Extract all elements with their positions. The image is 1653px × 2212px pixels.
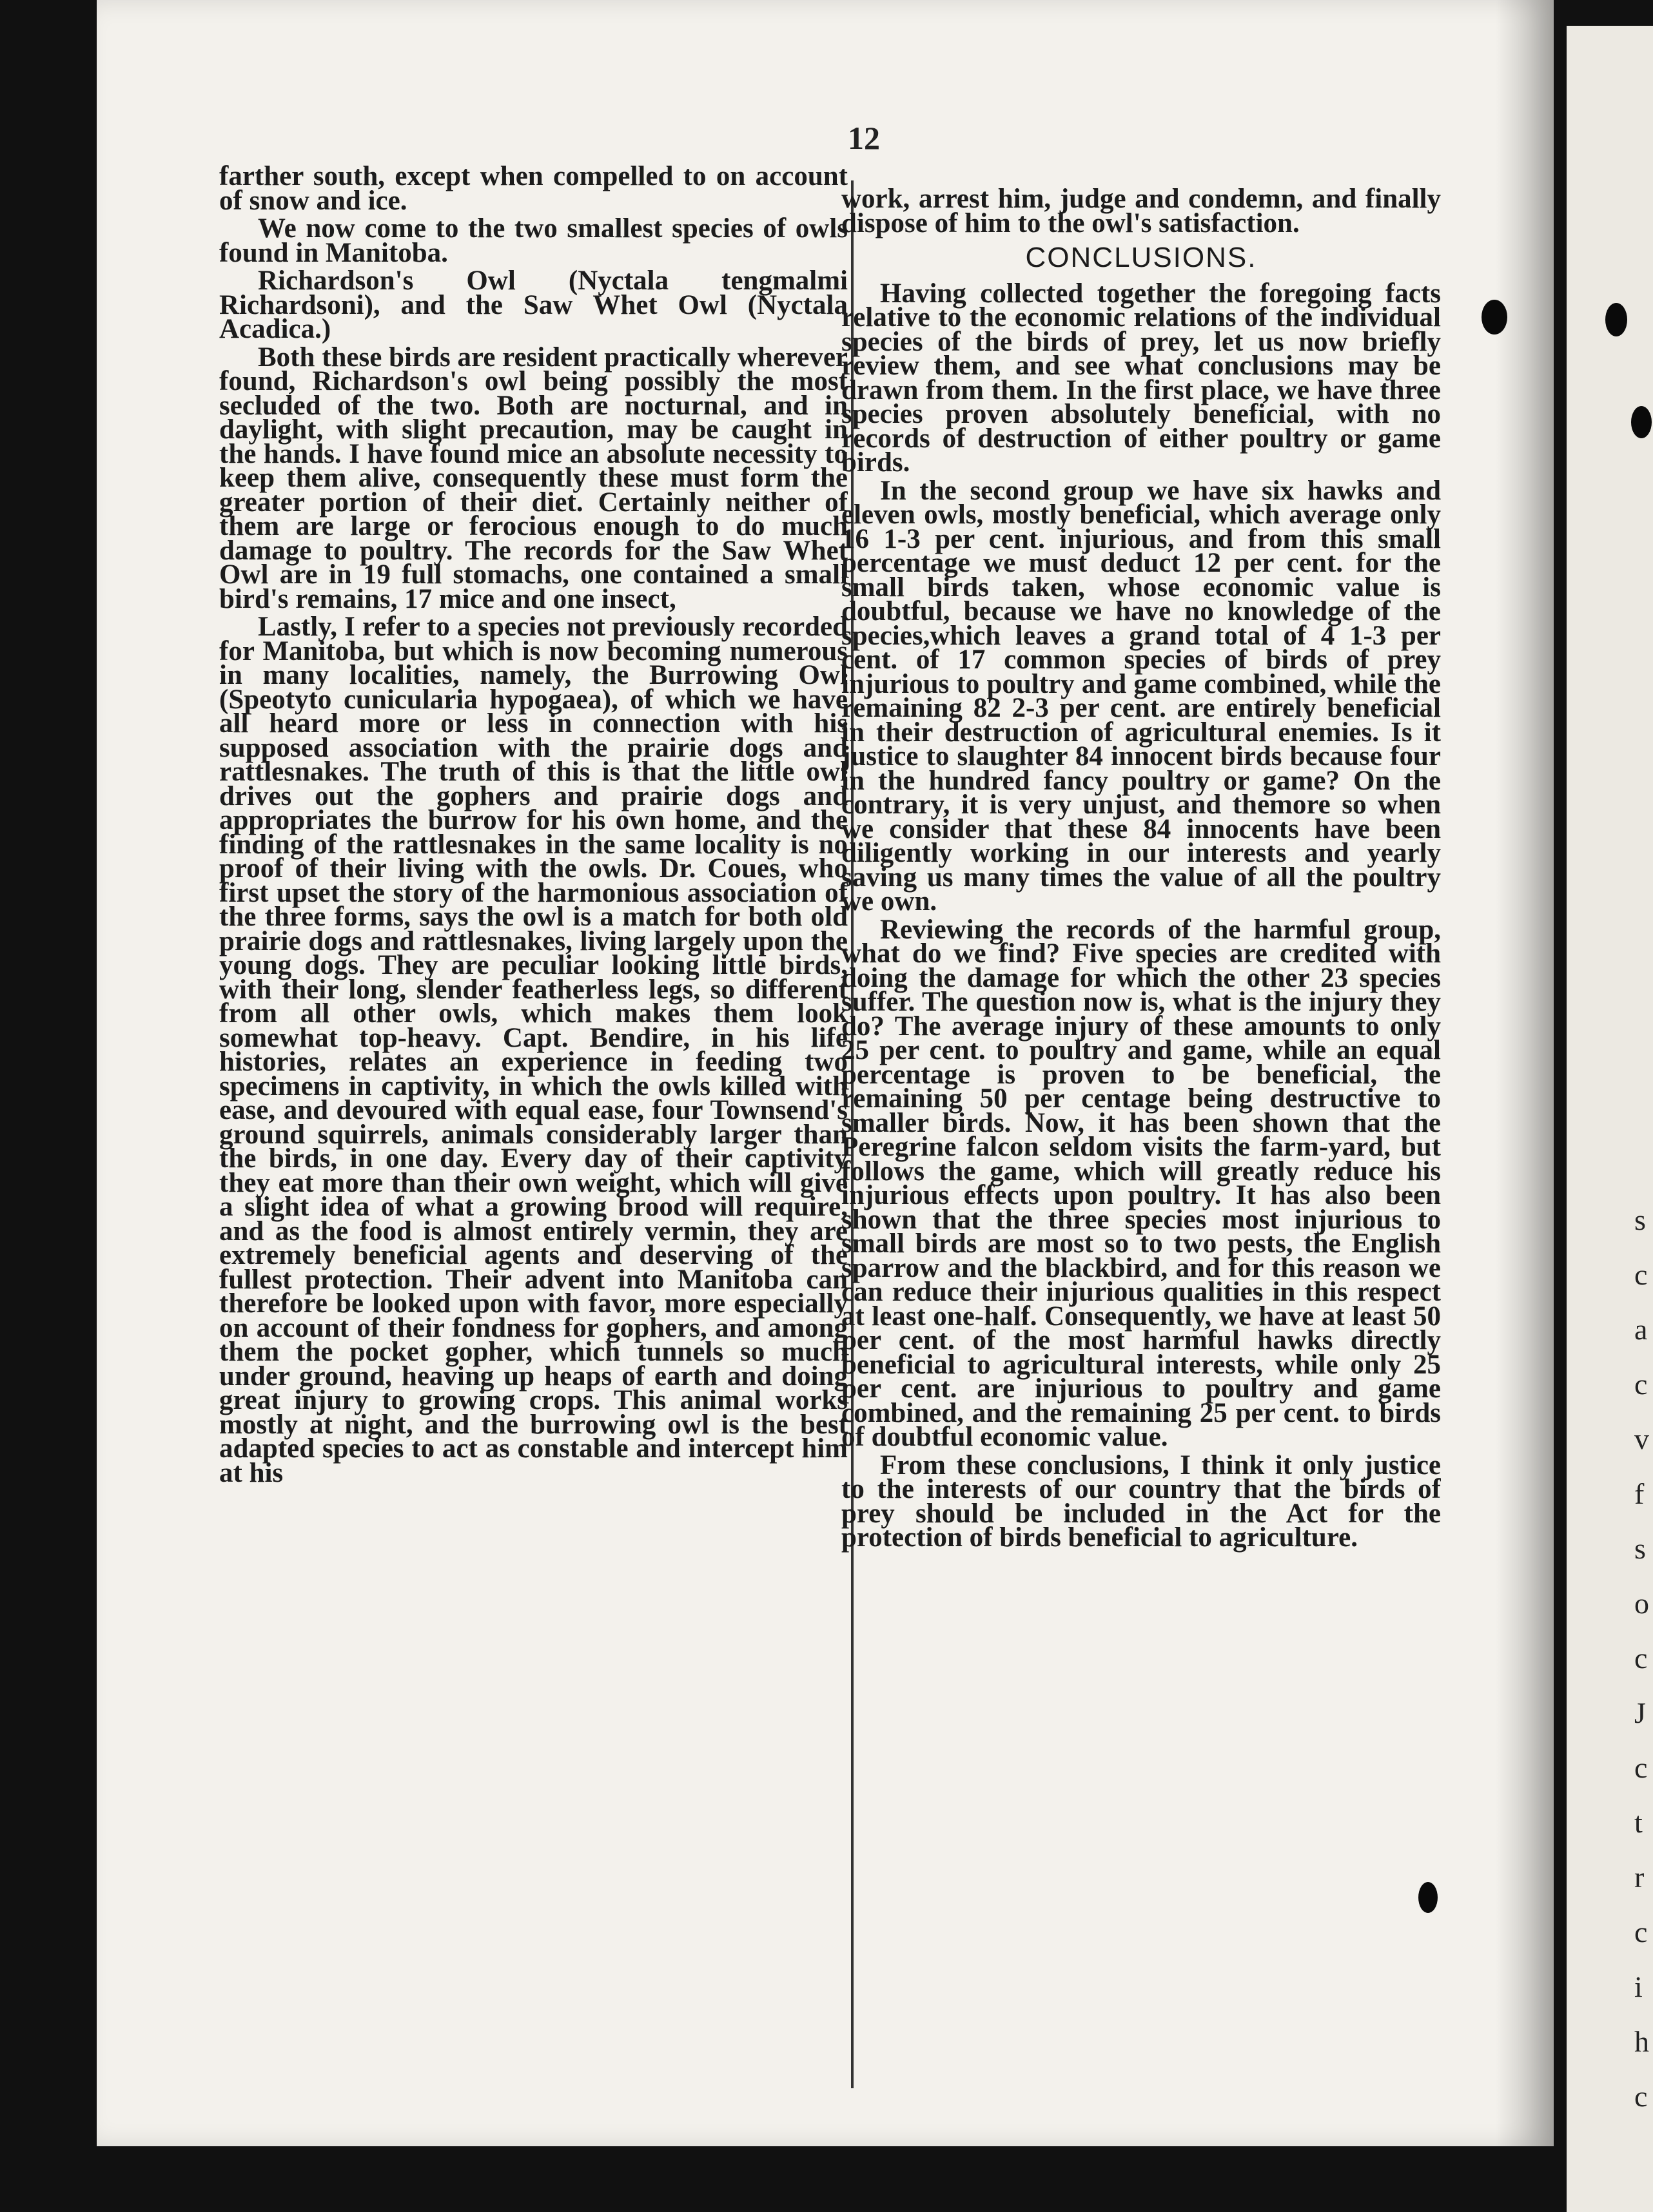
adjacent-letter: c (1634, 1258, 1648, 1291)
right-column (841, 187, 1441, 2108)
adjacent-letter: i (1634, 1970, 1643, 2003)
ink-blot (1631, 406, 1652, 438)
adjacent-letter: v (1634, 1422, 1649, 1455)
adjacent-letter: s (1634, 1203, 1646, 1236)
left-column (219, 164, 848, 2098)
section-heading: CONCLUSIONS. (1025, 242, 1257, 273)
adjacent-letter: J (1634, 1696, 1646, 1729)
adjacent-letter: r (1634, 1861, 1645, 1894)
paragraph: farther south, except when compelled to on account of snow and ice. (219, 164, 848, 216)
paragraph: Lastly, I refer to a species not previously recorded for Manitoba, but which is now becoming numerous in many localities, namely, the Burrowing Owl (Speotyto cunicularia hypogaea), of which we have all heard more or less in connection with his supposed association with the prairie dogs and rattlesnakes. The truth of this is that the little owl drives out the gophers and prairie dogs and appropriates the burrow for his own home, and the finding of the rattlesnakes in the same locality is no proof of their living with the owls. Dr. Coues, who first upset the story of the harmonious association of the three forms, says the owl is a match for both old prairie dogs and rattlesnakes, living largely upon the young dogs. They are peculiar looking little birds, with their long, slender featherless legs, so different from all other owls, which makes them look somewhat top-heavy. Capt. Bendire, in his life histories, relates an experience in feeding two specimens in captivity, in which the owls killed with ease, and devoured with equal ease, four Townsend's ground squirrels, animals considerably larger than the birds, in one day. Every day of their captivity they eat more than their own weight, which will give a slight idea of what a growing brood will require, and as the food is almost entirely vermin, they are extremely beneficial agents and deserving of the fullest protection. Their advent into Manitoba can therefore be looked upon with favor, more especially on account of their fondness for gophers, and among them the pocket gopher, which tunnels so much under ground, heaving up heaps of earth and doing great injury to growing crops. This animal works mostly at night, and the burrowing owl is the best adapted species to act as constable and intercept him at his (219, 612, 848, 1488)
adjacent-letter: c (1634, 1642, 1648, 1674)
adjacent-page-letters (1634, 1192, 1653, 2124)
paragraph: In the second group we have six hawks and eleven owls, mostly beneficial, which average only 16 1-3 per cent. injurious, and from this small percentage we must deduct 12 per cent. for the small birds taken, whose economic value is doubtful, because we have no knowledge of the species,which leaves a grand total of 4 1-3 per cent. of 17 common species of birds of prey injurious to poultry and game combined, while the remaining 82 2-3 per cent. are entirely beneficial in their destruction of agricultural enemies. Is it justice to slaughter 84 innocent birds because four in the hundred fancy poultry or game? On the contrary, it is very unjust, and themore so when we consider that these 84 innocents have been diligently working in our interests and yearly saving us many times the value of all the poultry we own. (841, 475, 1441, 917)
paragraph: We now come to the two smallest species of owls found in Manitoba. (219, 213, 848, 268)
ink-blot (1482, 300, 1507, 335)
adjacent-letter: c (1634, 2080, 1648, 2113)
adjacent-letter: c (1634, 1751, 1648, 1784)
adjacent-letter: f (1634, 1477, 1645, 1510)
adjacent-letter: h (1634, 2025, 1649, 2058)
adjacent-letter: t (1634, 1806, 1643, 1839)
ink-blot (1605, 303, 1627, 336)
adjacent-letter: s (1634, 1532, 1646, 1565)
paragraph: Reviewing the records of the harmful group, what do we find? Five species are credited with doing the damage for which the other 23 species suffer. The question now is, what is the injury they do? The average injury of these amounts to only 25 per cent. to poultry and game, while an equal percentage is proven to be beneficial, the remaining 50 per centage being destructive to smaller birds. Now, it has been shown that the Peregrine falcon seldom visits the farm-yard, but follows the game, which will greatly reduce his injurious effects upon poultry. It has also been shown that the three species most injurious to small birds are most so to two pests, the English sparrow and the blackbird, and for this reason we can reduce their injurious qualities in this respect at least one-half. Consequently, we have at least 50 per cent. of the most harmful hawks directly beneficial to agricultural interests, while only 25 per cent. are injurious to poultry and game combined, and the remaining 25 per cent. to birds of doubtful economic value. (841, 914, 1441, 1452)
adjacent-letter: c (1634, 1368, 1648, 1401)
adjacent-letter: a (1634, 1313, 1648, 1346)
paragraph: Both these birds are resident practically wherever found, Richardson's owl being possibly the most secluded of the two. Both are nocturnal, and in daylight, with slight precaution, may be caught in the hands. I have found mice an absolute necessity to keep them alive, consequently these must form the greater portion of their diet. Certainly neither of them are large or ferocious enough to do much damage to poultry. The records for the Saw Whet Owl are in 19 full stomachs, one contained a small bird's remains, 17 mice and one insect, (219, 342, 848, 614)
paragraph: work, arrest him, judge and condemn, and finally dispose of him to the owl's satisfaction. (841, 187, 1441, 238)
paragraph: From these conclusions, I think it only justice to the interests of our country that the birds of prey should be included in the Act for the protection of birds beneficial to agriculture. (841, 1450, 1441, 1553)
paragraph: Richardson's Owl (Nyctala tengmalmi Richardsoni), and the Saw Whet Owl (Nyctala Acadica.) (219, 266, 848, 344)
page-number: 12 (848, 120, 880, 156)
adjacent-letter: c (1634, 1916, 1648, 1948)
paragraph: Having collected together the foregoing facts relative to the economic relations of the individual species of the birds of prey, let us now briefly review them, and see what conclusions may be drawn from them. In the first place, we have three species proven absolutely beneficial, with no records of destruction of either poultry or game birds. (841, 278, 1441, 478)
adjacent-letter: o (1634, 1587, 1649, 1620)
